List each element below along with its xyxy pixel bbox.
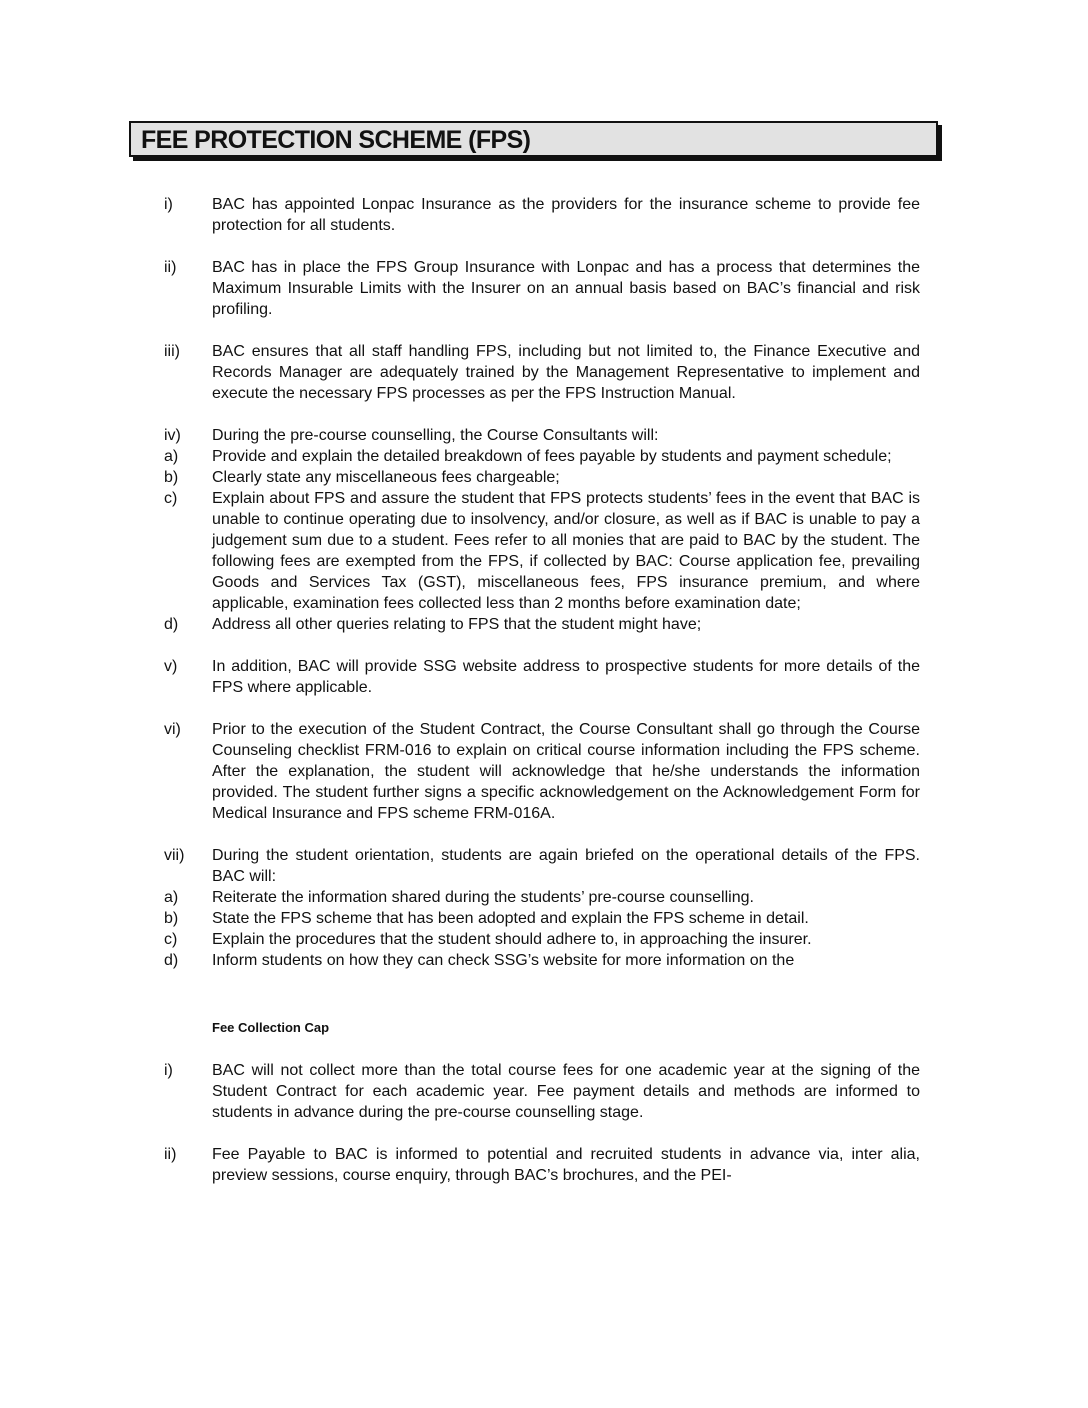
item-letter: c) [164, 931, 178, 948]
item-text: During the pre-course counselling, the Course Consultants will: [212, 427, 659, 444]
item-letter: a) [164, 448, 179, 465]
list-subitem [164, 908, 920, 929]
list-item [164, 845, 920, 887]
item-letter: d) [164, 952, 179, 969]
item-text: Explain the procedures that the student should adhere to, in approaching the insurer. [212, 931, 812, 948]
list-item [164, 719, 920, 824]
item-text: State the FPS scheme that has been adopted and explain the FPS scheme in detail. [212, 910, 809, 927]
list-item [164, 1144, 920, 1186]
item-text: BAC ensures that all staff handling FPS, including but not limited to, the Finance Executive and Records Manager are adequately trained by the Management Representative to implement and execute the necessary FPS processes as per the FPS Instruction Manual. [212, 343, 920, 402]
item-text: BAC has appointed Lonpac Insurance as the providers for the insurance scheme to provide fee protection for all students. [212, 196, 920, 234]
item-number: i) [164, 1062, 173, 1079]
list-item [164, 656, 920, 698]
item-number: i) [164, 196, 173, 213]
list-item [164, 425, 920, 446]
list-subitem [164, 446, 920, 467]
item-text: Explain about FPS and assure the student that FPS protects students’ fees in the event that BAC is unable to continue operating due to insolvency, and/or closure, as well as if BAC is unable to pay a judgement sum due to a student. Fees refer to all monies that are paid to BAC by the student. The following fees are exempted from the FPS, if collected by BAC: Course application fee, prevailing Goods and Services Tax (GST), miscellaneous fees, FPS insurance premium, and where applicable, examination fees collected less than 2 months before examination date; [212, 490, 920, 612]
item-text: Provide and explain the detailed breakdown of fees payable by students and payment schedule; [212, 448, 892, 465]
list-subitem [164, 488, 920, 614]
list-item [164, 1060, 920, 1123]
item-number: vii) [164, 847, 185, 864]
page-title: FEE PROTECTION SCHEME (FPS) [141, 126, 531, 154]
item-text: In addition, BAC will provide SSG website address to prospective students for more details of the FPS where applicable. [212, 658, 920, 696]
item-text: Reiterate the information shared during the students’ pre-course counselling. [212, 889, 754, 906]
list-item [164, 341, 920, 404]
document-body [164, 194, 920, 1186]
list-subitem [164, 887, 920, 908]
list-item [164, 257, 920, 320]
item-number: vi) [164, 721, 181, 738]
item-text: BAC will not collect more than the total course fees for one academic year at the signing of the Student Contract for each academic year. Fee payment details and methods are informed to students in advance during the pre-course counselling stage. [212, 1062, 920, 1121]
item-text: Address all other queries relating to FPS that the student might have; [212, 616, 702, 633]
item-letter: b) [164, 910, 179, 927]
item-text: Inform students on how they can check SSG’s website for more information on the [212, 952, 795, 969]
section-heading: Fee Collection Cap [212, 1020, 330, 1035]
item-number: iv) [164, 427, 181, 444]
item-number: ii) [164, 1146, 177, 1163]
item-letter: c) [164, 490, 178, 507]
item-number: ii) [164, 259, 177, 276]
list-item [164, 194, 920, 236]
item-letter: a) [164, 889, 179, 906]
section-title-box [129, 121, 938, 157]
item-number: v) [164, 658, 178, 675]
item-text: BAC has in place the FPS Group Insurance with Lonpac and has a process that determines the Maximum Insurable Limits with the Insurer on an annual basis based on BAC’s financial and risk profiling. [212, 259, 920, 318]
list-subitem [164, 950, 920, 971]
list-subitem [164, 467, 920, 488]
list-subitem [164, 929, 920, 950]
item-letter: d) [164, 616, 179, 633]
item-text: Fee Payable to BAC is informed to potential and recruited students in advance via, inter alia, preview sessions, course enquiry, through BAC’s brochures, and the PEI- [212, 1146, 920, 1184]
item-text: Prior to the execution of the Student Contract, the Course Consultant shall go through the Course Counseling checklist FRM-016 to explain on critical course information including the FPS scheme. After the explanation, the student will acknowledge that he/she understands the information provided. The student further signs a specific acknowledgement on the Acknowledgement Form for Medical Insurance and FPS scheme FRM-016A. [212, 721, 920, 822]
item-letter: b) [164, 469, 179, 486]
item-text: Clearly state any miscellaneous fees chargeable; [212, 469, 560, 486]
list-subitem [164, 614, 920, 635]
item-number: iii) [164, 343, 180, 360]
item-text: During the student orientation, students are again briefed on the operational details of the FPS. BAC will: [212, 847, 920, 885]
